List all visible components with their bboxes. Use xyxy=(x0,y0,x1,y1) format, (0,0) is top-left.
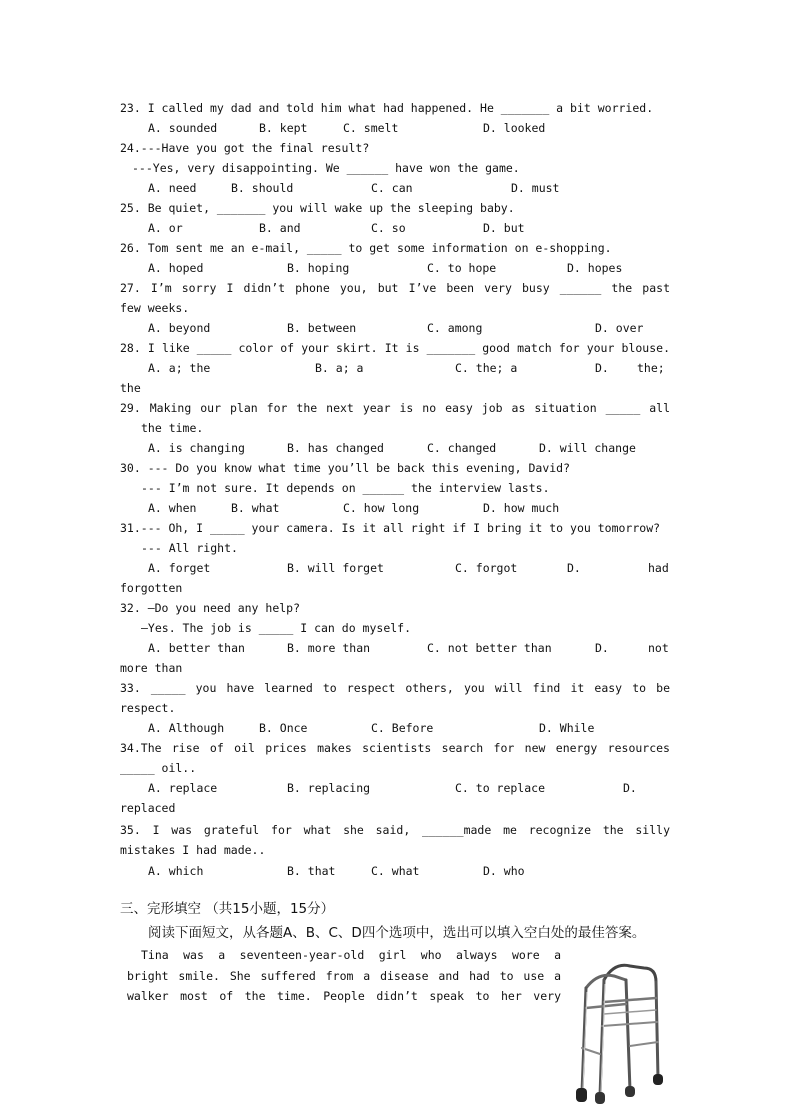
q29-stem-continued: the time. xyxy=(141,421,204,435)
q34-option-b: B. replacing xyxy=(287,781,371,795)
q26-option-a: A. hoped xyxy=(148,261,204,275)
section-title: 三、完形填空 （共15小题，15分） xyxy=(120,901,335,917)
q25-option-d: D. but xyxy=(483,221,525,235)
q27-option-a: A. beyond xyxy=(148,321,211,335)
section-instruction: 阅读下面短文，从各题A、B、C、D四个选项中，选出可以填入空白处的最佳答案。 xyxy=(148,925,646,941)
q32-stem: 32. —Do you need any help? xyxy=(120,601,301,615)
q34-option-c: C. to replace xyxy=(455,781,546,795)
q32-option-d-wrap: more than xyxy=(120,661,183,675)
q29-option-a: A. is changing xyxy=(148,441,245,455)
q33-stem-continued: respect. xyxy=(120,701,176,715)
q28-stem: 28. I like _____ color of your skirt. It is _______ good match for your blouse. xyxy=(120,341,670,355)
q23-option-b: B. kept xyxy=(259,121,308,135)
q24-stem-reply: ---Yes, very disappointing. We ______ have won the game. xyxy=(132,161,520,175)
q30-option-a: A. when xyxy=(148,501,197,515)
q35-option-a: A. which xyxy=(148,864,204,878)
q28-option-d: D. xyxy=(595,361,609,375)
q29-option-d: D. will change xyxy=(539,441,636,455)
q25-option-c: C. so xyxy=(371,221,406,235)
q32-option-b: B. more than xyxy=(287,641,371,655)
q35-stem-continued: mistakes I had made.. xyxy=(120,843,266,857)
q29-option-c: C. changed xyxy=(427,441,497,455)
q31-stem-reply: --- All right. xyxy=(141,541,238,555)
q29-stem: 29. Making our plan for the next year is no easy job as situation _____ all xyxy=(120,401,670,415)
q23-stem: 23. I called my dad and told him what had happened. He _______ a bit worried. xyxy=(120,101,654,115)
q24-option-a: A. need xyxy=(148,181,197,195)
q27-stem: 27. I’m sorry I didn’t phone you, but I’ve been very busy ______ the past xyxy=(120,281,670,295)
q26-option-d: D. hopes xyxy=(567,261,623,275)
q33-option-c: C. Before xyxy=(371,721,434,735)
q35-stem: 35. I was grateful for what she said, ______made me recognize the silly xyxy=(120,823,670,837)
q35-option-b: B. that xyxy=(287,864,336,878)
q31-option-a: A. forget xyxy=(148,561,211,575)
q24-option-c: C. can xyxy=(371,181,413,195)
passage-line-2: bright smile. She suffered from a disease and had to use a xyxy=(127,969,561,983)
q33-option-b: B. Once xyxy=(259,721,308,735)
q33-stem: 33. _____ you have learned to respect others, you will find it easy to be xyxy=(120,681,670,695)
passage-line-1: Tina was a seventeen-year-old girl who always wore a xyxy=(141,948,561,962)
q26-option-b: B. hoping xyxy=(287,261,350,275)
q32-option-d: D. xyxy=(595,641,609,655)
q34-stem: 34.The rise of oil prices makes scientists search for new energy resources xyxy=(120,741,670,755)
walker-illustration xyxy=(574,958,668,1108)
q30-option-b: B. what xyxy=(231,501,280,515)
q30-stem: 30. --- Do you know what time you’ll be back this evening, David? xyxy=(120,461,571,475)
q27-option-c: C. among xyxy=(427,321,483,335)
q28-option-b: B. a; a xyxy=(315,361,364,375)
passage-line-3: walker most of the time. People didn’t speak to her very xyxy=(127,989,561,1003)
q23-option-c: C. smelt xyxy=(343,121,399,135)
q35-option-c: C. what xyxy=(371,864,420,878)
q27-stem-continued: few weeks. xyxy=(120,301,190,315)
q32-option-a: A. better than xyxy=(148,641,245,655)
q25-option-a: A. or xyxy=(148,221,183,235)
q28-option-d-wrap: the xyxy=(120,381,141,395)
q30-stem-reply: --- I’m not sure. It depends on ______ the interview lasts. xyxy=(141,481,550,495)
q33-option-d: D. While xyxy=(539,721,595,735)
q32-stem-reply: —Yes. The job is _____ I can do myself. xyxy=(141,621,412,635)
q24-stem: 24.---Have you got the final result? xyxy=(120,141,370,155)
q28-option-a: A. a; the xyxy=(148,361,211,375)
q32-option-d-text: not xyxy=(648,641,669,655)
q31-option-d: D. xyxy=(567,561,581,575)
q25-stem: 25. Be quiet, _______ you will wake up the sleeping baby. xyxy=(120,201,515,215)
q34-option-a: A. replace xyxy=(148,781,218,795)
q28-option-d-text: the; xyxy=(637,361,665,375)
q35-option-d: D. who xyxy=(483,864,525,878)
q34-stem-continued: _____ oil.. xyxy=(120,761,197,775)
q33-option-a: A. Although xyxy=(148,721,225,735)
q34-option-d: D. xyxy=(623,781,637,795)
q29-option-b: B. has changed xyxy=(287,441,384,455)
q31-stem: 31.--- Oh, I _____ your camera. Is it all right if I bring it to you tomorrow? xyxy=(120,521,661,535)
q28-option-c: C. the; a xyxy=(455,361,518,375)
q27-option-b: B. between xyxy=(287,321,357,335)
q24-option-b: B. should xyxy=(231,181,294,195)
q34-option-d-wrap: replaced xyxy=(120,801,176,815)
q32-option-c: C. not better than xyxy=(427,641,552,655)
q30-option-c: C. how long xyxy=(343,501,420,515)
q23-option-d: D. looked xyxy=(483,121,546,135)
q31-option-b: B. will forget xyxy=(287,561,384,575)
q24-option-d: D. must xyxy=(511,181,560,195)
q26-option-c: C. to hope xyxy=(427,261,497,275)
q27-option-d: D. over xyxy=(595,321,644,335)
q30-option-d: D. how much xyxy=(483,501,560,515)
q25-option-b: B. and xyxy=(259,221,301,235)
q31-option-c: C. forgot xyxy=(455,561,518,575)
q23-option-a: A. sounded xyxy=(148,121,218,135)
q26-stem: 26. Tom sent me an e-mail, _____ to get some information on e-shopping. xyxy=(120,241,612,255)
q31-option-d-wrap: forgotten xyxy=(120,581,183,595)
q31-option-d-text: had xyxy=(648,561,669,575)
